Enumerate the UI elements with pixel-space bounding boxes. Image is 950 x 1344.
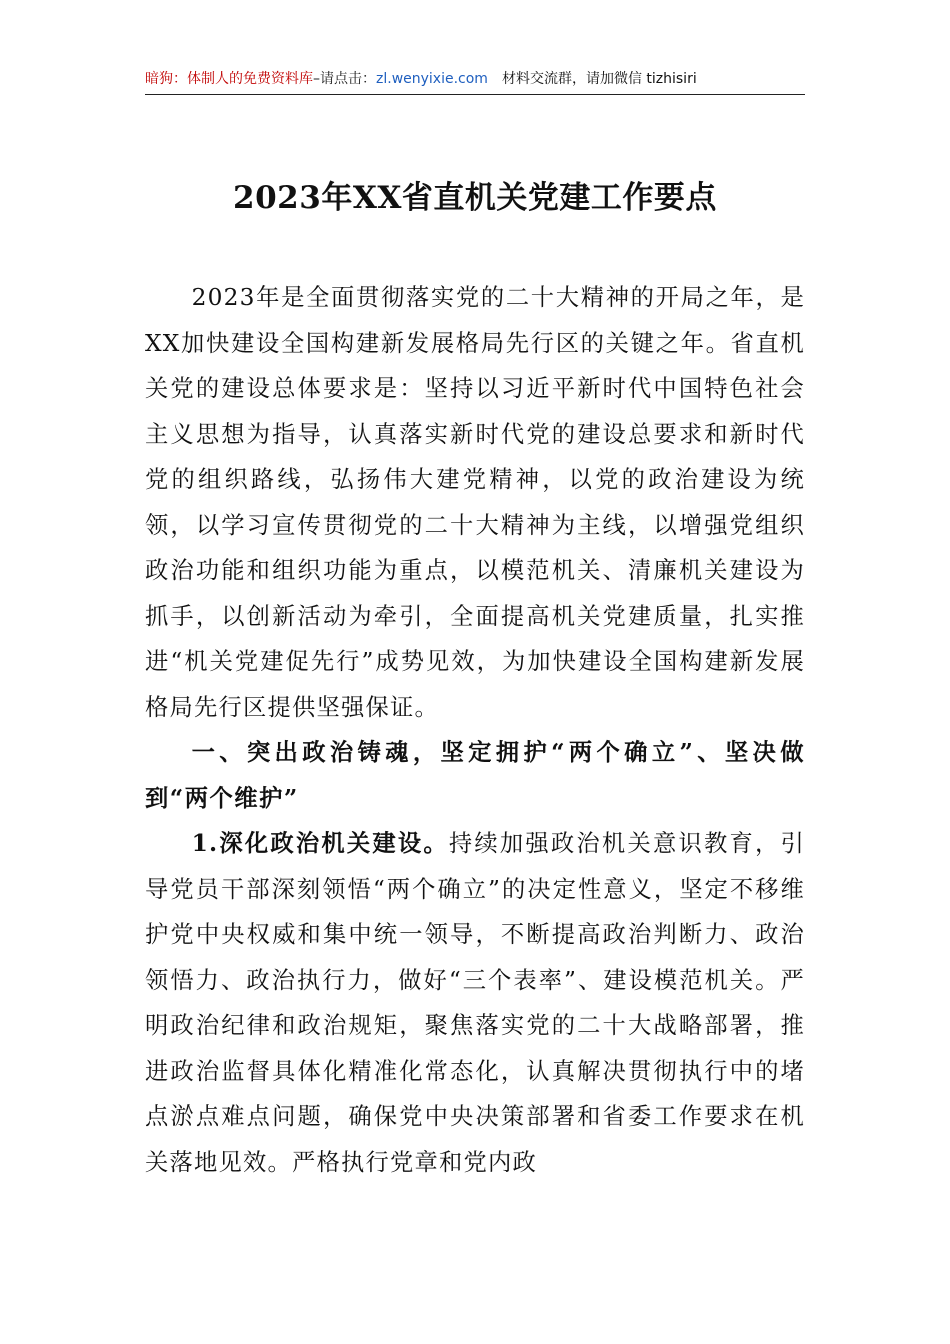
item-lead: 1.深化政治机关建设。: [191, 830, 449, 857]
document-body: [145, 275, 805, 1185]
page-header: [145, 64, 805, 95]
item-body: 持续加强政治机关意识教育，引导党员干部深刻领悟“两个确立”的决定性意义，坚定不移维护党中央权威和集中统一领导，不断提高政治判断力、政治领悟力、政治执行力，做好“三个表率”、建设模范机关。严明政治纪律和政治规矩，聚焦落实党的二十大战略部署，推进政治监督具体化精准化常态化，认真解决贯彻执行中的堵点淤点难点问题，确保党中央决策部署和省委工作要求在机关落地见效。严格执行党章和党内政: [145, 830, 805, 1176]
document-title: 2023年XX省直机关党建工作要点: [233, 180, 717, 216]
header-link[interactable]: zl.wenyixie.com: [376, 71, 488, 87]
header-brand: 暗狗：体制人的免费资料库: [145, 71, 313, 87]
intro-paragraph: 2023年是全面贯彻落实党的二十大精神的开局之年，是XX加快建设全国构建新发展格局先行区的关键之年。省直机关党的建设总体要求是：坚持以习近平新时代中国特色社会主义思想为指导，认真落实新时代党的建设总要求和新时代党的组织路线，弘扬伟大建党精神，以党的政治建设为统领，以学习宣传贯彻党的二十大精神为主线，以增强党组织政治功能和组织功能为重点，以模范机关、清廉机关建设为抓手，以创新活动为牵引，全面提高机关党建质量，扎实推进“机关党建促先行”成势见效，为加快建设全国构建新发展格局先行区提供坚强保证。: [145, 284, 805, 721]
header-contact: 材料交流群，请加微信 tizhisiri: [501, 71, 697, 87]
header-separator: –请点击：: [313, 71, 376, 87]
item-paragraph: [145, 821, 805, 1185]
section-heading: 一、突出政治铸魂，坚定拥护“两个确立”、坚决做到“两个维护”: [145, 739, 805, 812]
